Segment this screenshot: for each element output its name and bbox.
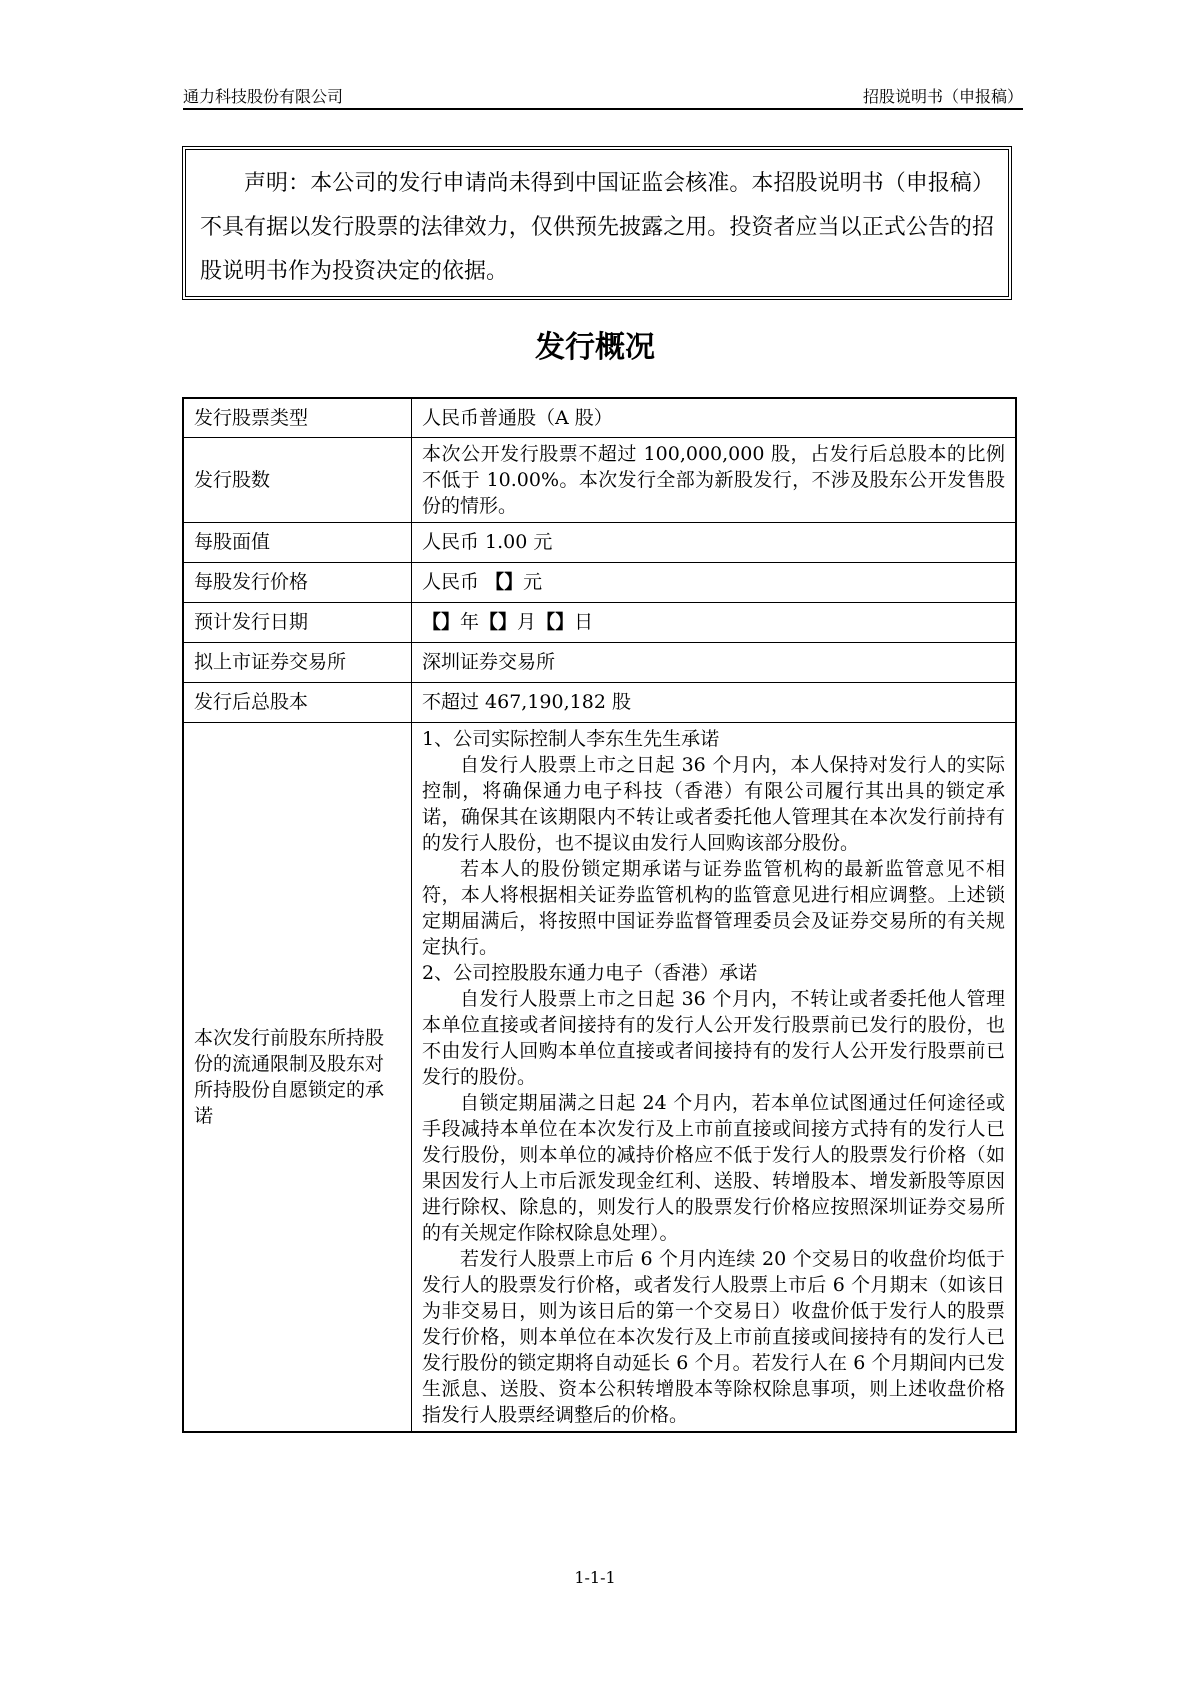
page-title: 发行概况: [535, 330, 655, 365]
page-number: 1-1-1: [574, 1568, 616, 1587]
month-unit: 月: [517, 611, 537, 633]
table-row: [183, 437, 1016, 522]
row-value: [412, 562, 1017, 602]
table-row: [183, 522, 1016, 562]
row-value: 不超过 467,190,182 股: [412, 682, 1017, 722]
table-row: [183, 642, 1016, 682]
lockup-paragraph: 自发行人股票上市之日起 36 个月内，本人保持对发行人的实际控制，将确保通力电子科技（香港）有限公司履行其出具的锁定承诺，确保其在该期限内不转让或者委托他人管理其在本次发行前持有的发行人股份，也不提议由发行人回购该部分股份。: [422, 753, 1005, 854]
row-value: 人民币普通股（A 股）: [412, 398, 1017, 437]
table-row: [183, 682, 1016, 722]
row-value: [412, 602, 1017, 642]
table-row: [183, 562, 1016, 602]
row-value: 本次公开发行股票不超过 100,000,000 股，占发行后总股本的比例不低于 10.00%。本次发行全部为新股发行，不涉及股东公开发售股份的情形。: [412, 437, 1017, 522]
disclaimer-box: [182, 146, 1012, 300]
header-doc-type: 招股说明书（申报稿）: [862, 87, 1023, 106]
price-unit: 元: [523, 571, 543, 593]
row-value: [412, 722, 1017, 1432]
month-placeholder: 【】: [479, 611, 518, 633]
year-placeholder: 【】: [422, 611, 461, 633]
row-label: 每股发行价格: [183, 562, 412, 602]
lockup-heading-2: 2、公司控股股东通力电子（香港）承诺: [422, 961, 758, 984]
row-label: 拟上市证券交易所: [183, 642, 412, 682]
price-placeholder: 【】: [485, 571, 524, 593]
table-row: [183, 722, 1016, 1432]
lockup-paragraph: 若发行人股票上市后 6 个月内连续 20 个交易日的收盘价均低于发行人的股票发行价格，或者发行人股票上市后 6 个月期末（如该日为非交易日，则为该日后的第一个交易日）收盘价低于发行人的股票发行价格，则本单位在本次发行及上市前直接或间接持有的发行人已发行股份的锁定期将自动延长 6 个月。若发行人在 6 个月期间内已发生派息、送股、资本公积转增股本等除权除息事项，则上述收盘价格指发行人股票经调整后的价格。: [422, 1247, 1005, 1426]
day-unit: 日: [574, 611, 594, 633]
lockup-paragraph: 自锁定期届满之日起 24 个月内，若本单位试图通过任何途径或手段减持本单位在本次发行及上市前直接或间接方式持有的发行人已发行股份，则本单位的减持价格应不低于发行人的股票发行价格（如果因发行人上市后派发现金红利、送股、转增股本、增发新股等原因进行除权、除息的，则发行人的股票发行价格应按照深圳证券交易所的有关规定作除权除息处理）。: [422, 1091, 1005, 1244]
row-label: 每股面值: [183, 522, 412, 562]
price-prefix: 人民币: [422, 571, 480, 593]
year-unit: 年: [460, 611, 480, 633]
page-header: [183, 84, 1023, 110]
lockup-paragraph: 自发行人股票上市之日起 36 个月内，不转让或者委托他人管理本单位直接或者间接持有的发行人公开发行股票前已发行的股份，也不由发行人回购本单位直接或者间接持有的发行人公开发行股票前已发行的股份。: [422, 987, 1005, 1088]
table-row: [183, 398, 1016, 437]
row-value: 深圳证券交易所: [412, 642, 1017, 682]
row-value: 人民币 1.00 元: [412, 522, 1017, 562]
day-placeholder: 【】: [536, 611, 575, 633]
disclaimer-text: 声明：本公司的发行申请尚未得到中国证监会核准。本招股说明书（申报稿）不具有据以发行股票的法律效力，仅供预先披露之用。投资者应当以正式公告的招股说明书作为投资决定的依据。: [200, 171, 994, 284]
lockup-heading-1: 1、公司实际控制人李东生先生承诺: [422, 727, 720, 750]
lockup-paragraph: 若本人的股份锁定期承诺与证券监管机构的最新监管意见不相符，本人将根据相关证券监管机构的监管意见进行相应调整。上述锁定期届满后，将按照中国证券监督管理委员会及证券交易所的有关规定执行。: [422, 857, 1005, 958]
row-label: 发行股票类型: [183, 398, 412, 437]
row-label: 发行后总股本: [183, 682, 412, 722]
row-label: 本次发行前股东所持股份的流通限制及股东对所持股份自愿锁定的承诺: [183, 722, 412, 1432]
table-row: [183, 602, 1016, 642]
header-company: 通力科技股份有限公司: [183, 87, 344, 106]
row-label: 预计发行日期: [183, 602, 412, 642]
row-label: 发行股数: [183, 437, 412, 522]
offering-table: [182, 397, 1017, 1433]
